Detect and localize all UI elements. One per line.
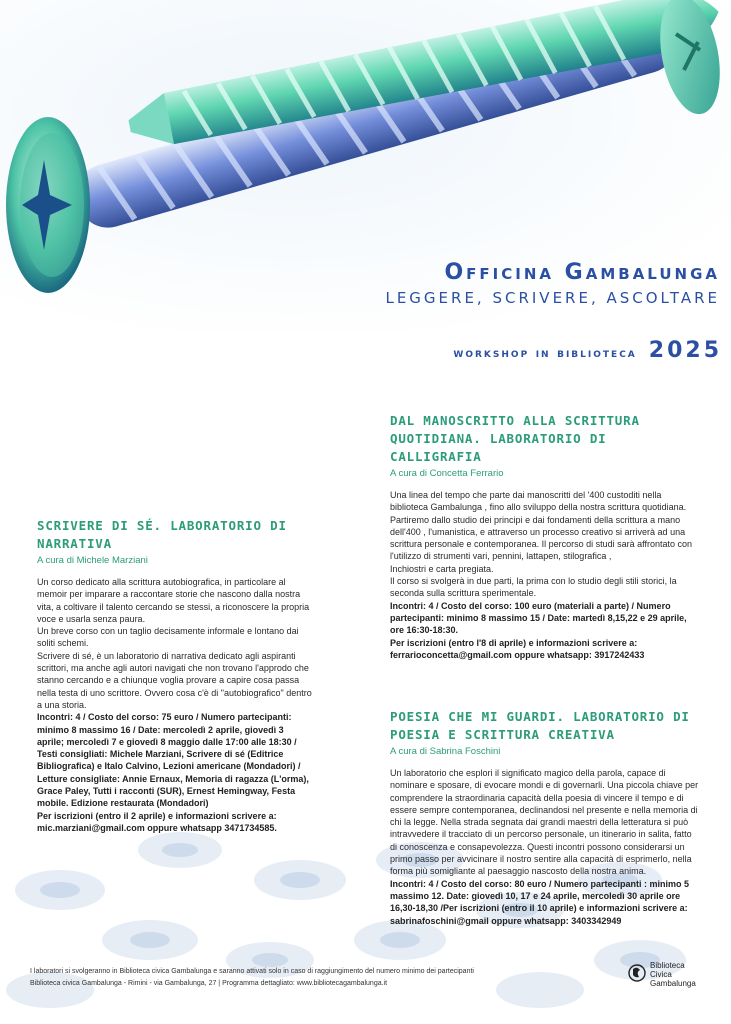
course-title: DAL MANOSCRITTO ALLA SCRITTURA QUOTIDIANA. LABORATORIO DI CALLIGRAFIA	[390, 413, 640, 464]
course-description	[390, 767, 700, 878]
course-title: POESIA CHE MI GUARDI. LABORATORIO DI POESIA E SCRITTURA CREATIVA	[390, 709, 690, 742]
workshop-label: workshop in biblioteca	[453, 346, 637, 361]
course-paragraph: Il corso si svolgerà in due parti, la prima con lo studio degli stili storici, la seconda sulla scrittura sperimentale.	[390, 576, 677, 599]
course-description	[37, 576, 312, 711]
course-title: SCRIVERE DI SÉ. LABORATORIO DI NARRATIVA	[37, 518, 287, 551]
poster-title: Officina Gambalunga	[444, 260, 720, 285]
course-info: Incontri: 4 / Costo del corso: 75 euro / Numero partecipanti: minimo 8 massimo 16 / Date: mercoledì 2 aprile, giovedì 3 aprile; mercoledì 7 e giovedì 8 maggio dalle 17:00 alle 18:30 / Testi consigliati: Michele Marziani, Scrivere di sé (Editrice Bibliografica) e Italo Calvino, Lezioni americane (Mondadori) / Letture consigliate: Annie Ernaux, Memoria di ragazza (L'orma), Grace Paley, Tutti i racconti (SUR), Ernest Hemingway, Festa mobile. Edizione restaurata (Mondadori)	[37, 712, 309, 809]
course-paragraph: Scrivere di sé, è un laboratorio di narrativa dedicato agli aspiranti scrittori, ma anche agli autori navigati che non trovano l'approdo che stanno cercando e a chiunque voglia provare a capire cosa passa nella testa di uno scrittore. Ovvero cosa c'è di "autobiografico" dentro a una storia.	[37, 650, 312, 710]
poster-subtitle: LEGGERE, SCRIVERE, ASCOLTARE	[385, 289, 720, 307]
course-info: Incontri: 4 / Costo del corso: 100 euro (materiali a parte) / Numero partecipanti: minimo 8 massimo 15 / Date: martedì 8,15,22 e 29 aprile, ore 16:30-18:30.	[390, 600, 687, 636]
footer-note: I laboratori si svolgeranno in Biblioteca civica Gambalunga e saranno attivati solo in caso di raggiungimento del numero minimo dei partecipanti	[30, 968, 474, 975]
course-contact: Per iscrizioni (entro il 2 aprile) e informazioni scrivere a: mic.marziani@gmail.com oppure whatsapp 3471734585.	[37, 810, 277, 833]
footer	[30, 966, 590, 990]
logo-line: Biblioteca	[650, 961, 685, 970]
course-description	[390, 489, 700, 600]
course-paragraph: Una linea del tempo che parte dai manoscritti del '400 custoditi nella biblioteca Gambalunga , fino allo sviluppo della nostra scrittura quotidiana.	[390, 490, 687, 513]
course-paragraph: Un breve corso con un taglio decisamente informale e lontano dai soliti schemi.	[37, 626, 299, 649]
course-contact: Per iscrizioni (entro l'8 di aprile) e informazioni scrivere a: ferrarioconcetta@gmail.com oppure whatsapp: 3917242433	[390, 637, 645, 660]
library-logo	[628, 960, 718, 992]
course-paragraph: Un corso dedicato alla scrittura autobiografica, in particolare al memoir per imparare a raccontare storie che nascono dalla nostra vita, a coltivare il talento cercando se stessi, a riconoscere la propria voce e usarla senza paura.	[37, 577, 310, 624]
course-paragraph: Un laboratorio che esplori il significato magico della parola, capace di nominare e sposare, di evocare mondi e di governarli. Una piccola chiave per comprendere la straordinaria capacità della poesia di vincere il tempo e di essere sempre contemporanea, declinandosi nel presente e nella memoria di chi la legge. Nella strada segnata dai grandi maestri della letteratura si può intravvedere il tracciato di un percorso personale, un itinerario in salita, fatto di conoscenza e consapevolezza. Questi incontri possono considerarsi un primo passo per avvicinare il nostro sentire alla capacità di esprimerlo, nella forma più somigliante al paesaggio nascosto della nostra anima.	[390, 768, 699, 877]
workshop-row	[330, 338, 722, 363]
course-paragraph: Inchiostri e carta pregiata.	[390, 563, 494, 574]
logo-line: Civica	[650, 970, 672, 979]
year-label: 2025	[648, 338, 722, 363]
course-calligrafia	[390, 412, 700, 661]
title-block	[300, 258, 720, 308]
course-curator: A cura di Sabrina Foschini	[390, 746, 501, 757]
course-curator: A cura di Michele Marziani	[37, 555, 148, 566]
library-logo-icon	[628, 962, 646, 984]
course-curator: A cura di Concetta Ferrario	[390, 468, 504, 479]
course-info: Incontri: 4 / Costo del corso: 80 euro / Numero partecipanti : minimo 5 massimo 12. Date: giovedì 10, 17 e 24 aprile, mercoledì 30 aprile ore 16,30-18,30 /Per iscrizioni (entro il 10 aprile) e informazioni scrivere a: sabrinafoschini@gmail oppure whatsapp: 3403342949	[390, 878, 690, 926]
course-paragraph: Partiremo dallo studio dei principi e dai fondamenti della scrittura a mano dell'400 , l'umanistica, e attraverso un processo creativo si arriverà ad una scrittura personale e contemporanea. Il percorso di studi sarà affrontato con l'utilizzo di strumenti vari, pennini, lattapen, stilografica ,	[390, 514, 693, 562]
course-narrativa	[37, 517, 312, 834]
footer-address: Biblioteca civica Gambalunga - Rimini - via Gambalunga, 27 | Programma dettagliato: www.bibliotecagambalunga.it	[30, 980, 388, 987]
course-poesia	[390, 708, 700, 927]
logo-line: Gambalunga	[650, 979, 696, 988]
library-logo-text	[650, 961, 696, 988]
